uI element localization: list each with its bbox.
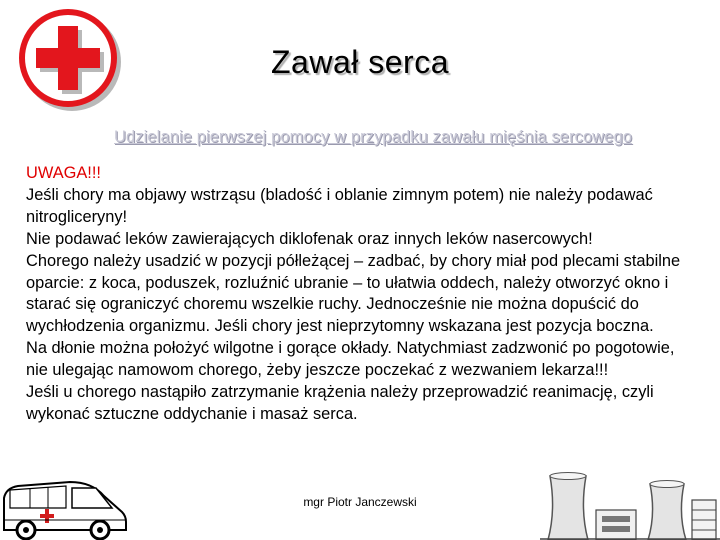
red-cross-icon xyxy=(18,8,122,112)
paragraph-ambulance: Na dłonie można położyć wilgotne i gorące okłady. Natychmiast zadzwonić po pogotowie, nie ulegając namowom chorego, żeby jeszcze poczekać z wezwaniem lekarza!!! xyxy=(26,339,675,380)
paragraph-medicines: Nie podawać leków zawierających diklofenak oraz innych leków nasercowych! xyxy=(26,229,593,248)
warning-text: UWAGA!!! xyxy=(26,164,101,182)
author-signature: mgr Piotr Janczewski xyxy=(303,495,417,509)
body-text xyxy=(26,163,692,426)
subtitle-link[interactable]: Udzielanie pierwszej pomocy w przypadku zawału mięśnia sercowego xyxy=(114,128,633,146)
page-title: Zawał serca xyxy=(271,44,449,80)
paragraph-cpr: Jeśli u chorego nastąpiło zatrzymanie krążenia należy przeprowadzić reanimację, czyli wykonać sztuczne oddychanie i masaż serca. xyxy=(26,383,654,423)
paragraph-shock: Jeśli chory ma objawy wstrząsu (bladość i oblanie zimnym potem) nie należy podawać nitrogliceryny! xyxy=(26,185,653,226)
ambulance-icon xyxy=(0,478,130,540)
power-plant-icon xyxy=(540,470,720,540)
paragraph-position: Chorego należy usadzić w pozycji półleżącej – zadbać, by chory miał pod plecami stabilne oparcie: z koca, poduszek, rozluźnić ubranie – to ułatwia oddech, należy otworzyć okno i starać się ograniczyć choremu wszelkie ruchy. Jednocześnie nie można dopuścić do wychłodzenia organizmu. Jeśli chory jest nieprzytomny wskazana jest pozycja boczna. xyxy=(26,251,681,336)
